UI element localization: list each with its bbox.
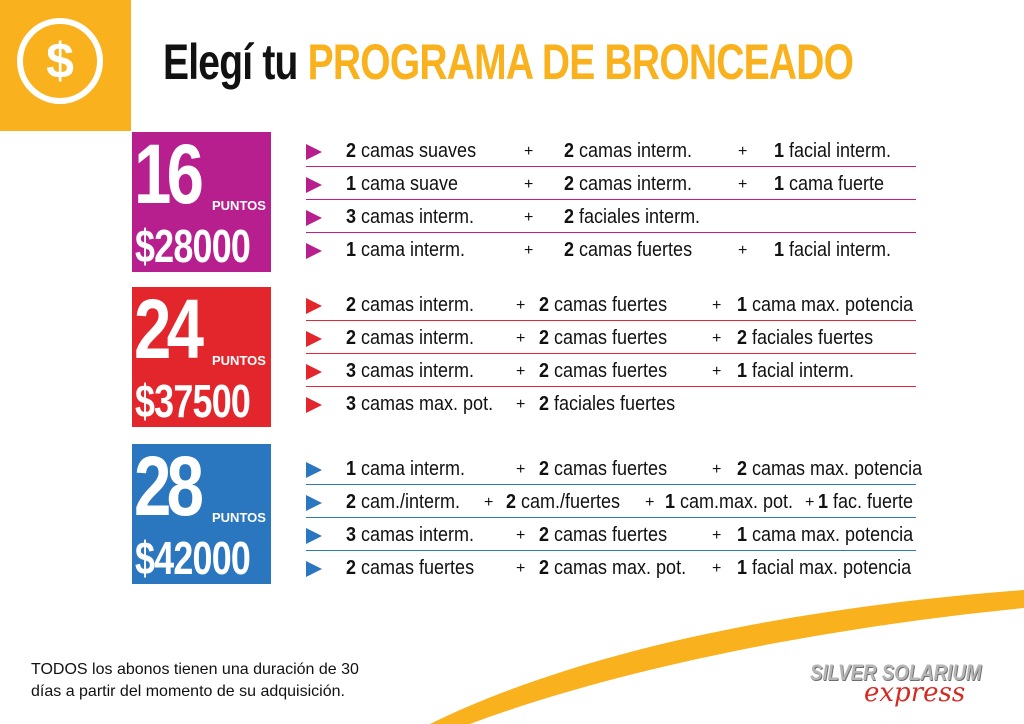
item-label: camas interm. (361, 524, 475, 546)
combination-item (346, 523, 474, 547)
plus-sign: + (524, 209, 534, 226)
play-arrow-icon (306, 243, 322, 259)
plan-price: $42000 (135, 532, 251, 584)
play-arrow-icon (306, 397, 322, 413)
item-label: facial interm. (789, 239, 892, 261)
combination-item (539, 359, 667, 383)
item-label: faciales interm. (579, 206, 701, 228)
plus-sign: + (738, 176, 748, 193)
item-label: camas max. pot. (361, 393, 494, 415)
item-quantity: 2 (539, 524, 550, 546)
combination-item (774, 172, 884, 196)
combination-row (306, 390, 916, 420)
item-label: camas interm. (361, 360, 475, 382)
item-quantity: 1 (346, 173, 357, 195)
item-label: camas max. pot. (554, 557, 687, 579)
item-label: cama suave (361, 173, 459, 195)
item-quantity: 1 (737, 557, 748, 579)
title-prefix: Elegí tu (163, 34, 298, 90)
item-label: fac. fuerte (833, 491, 914, 513)
item-quantity: 2 (346, 140, 357, 162)
item-label: camas max. potencia (752, 458, 923, 480)
combination-item (346, 293, 474, 317)
item-quantity: 2 (539, 393, 550, 415)
item-quantity: 1 (774, 173, 785, 195)
combination-row (306, 455, 923, 485)
plan-points: 16 (134, 127, 200, 221)
combination-item (539, 326, 667, 350)
play-arrow-icon (306, 462, 322, 478)
plus-sign: + (712, 461, 722, 478)
combination-item (346, 326, 474, 350)
item-quantity: 2 (737, 458, 748, 480)
dollar-coin-icon: $ (17, 18, 103, 104)
item-quantity: 2 (506, 491, 517, 513)
validity-note-line1: TODOS los abonos tienen una duración de 30 (31, 661, 359, 678)
item-label: camas fuertes (554, 458, 668, 480)
item-label: cam.max. pot. (680, 491, 794, 513)
plan-points-label: PUNTOS (212, 198, 266, 213)
item-label: facial max. potencia (752, 557, 912, 579)
plus-sign: + (712, 527, 722, 544)
validity-note-line2: días a partir del momento de su adquisición. (31, 683, 345, 700)
item-quantity: 2 (737, 327, 748, 349)
page-title (163, 30, 853, 94)
item-quantity: 1 (818, 491, 829, 513)
combination-row (306, 324, 916, 354)
item-quantity: 1 (774, 140, 785, 162)
play-arrow-icon (306, 528, 322, 544)
item-label: camas suaves (361, 140, 477, 162)
combination-item (564, 205, 700, 229)
combination-item (737, 457, 922, 481)
validity-note (31, 659, 401, 703)
combination-item (564, 139, 692, 163)
item-label: camas fuertes (579, 239, 693, 261)
title-highlight: PROGRAMA DE BRONCEADO (307, 34, 854, 90)
combination-item (818, 490, 913, 514)
play-arrow-icon (306, 331, 322, 347)
plus-sign: + (516, 396, 526, 413)
combination-item (506, 490, 620, 514)
play-arrow-icon (306, 210, 322, 226)
play-arrow-icon (306, 144, 322, 160)
combination-item (737, 326, 873, 350)
item-quantity: 2 (539, 458, 550, 480)
plus-sign: + (712, 363, 722, 380)
plan-points: 24 (134, 282, 200, 376)
item-quantity: 1 (346, 458, 357, 480)
combination-row (306, 236, 916, 266)
combination-item (539, 457, 667, 481)
item-quantity: 2 (346, 491, 357, 513)
item-label: camas fuertes (554, 360, 668, 382)
logo-tagline: express (864, 678, 966, 708)
item-label: camas fuertes (554, 327, 668, 349)
plan-points-label: PUNTOS (212, 353, 266, 368)
item-label: cama interm. (361, 458, 466, 480)
item-label: camas interm. (361, 294, 475, 316)
item-quantity: 1 (737, 360, 748, 382)
combination-item (737, 556, 911, 580)
item-quantity: 1 (774, 239, 785, 261)
combination-item (346, 457, 465, 481)
item-quantity: 3 (346, 206, 357, 228)
combination-row (306, 554, 916, 584)
combination-item (539, 523, 667, 547)
combination-item (774, 139, 891, 163)
item-quantity: 3 (346, 524, 357, 546)
plus-sign: + (516, 461, 526, 478)
combination-item (564, 172, 692, 196)
item-quantity: 2 (539, 557, 550, 579)
item-quantity: 1 (665, 491, 676, 513)
plus-sign: + (516, 527, 526, 544)
item-label: camas interm. (579, 173, 693, 195)
logo-wordmark: SILVER SOLARIUM (810, 660, 982, 685)
combination-row (306, 291, 916, 321)
combination-item (346, 172, 458, 196)
item-label: camas fuertes (361, 557, 475, 579)
item-quantity: 1 (737, 294, 748, 316)
combination-item (346, 490, 460, 514)
item-label: camas interm. (361, 206, 475, 228)
item-quantity: 2 (346, 327, 357, 349)
item-label: facial interm. (752, 360, 855, 382)
combination-item (539, 556, 686, 580)
combination-row (306, 357, 916, 387)
item-quantity: 1 (346, 239, 357, 261)
item-label: faciales fuertes (554, 393, 676, 415)
combination-item (346, 392, 493, 416)
combination-item (346, 205, 474, 229)
item-label: cam./fuertes (521, 491, 621, 513)
item-label: cama max. potencia (752, 294, 914, 316)
header-corner-block (0, 0, 131, 131)
item-label: faciales fuertes (752, 327, 874, 349)
plan-24-badge (132, 282, 271, 427)
item-label: camas interm. (361, 327, 475, 349)
combination-item (737, 359, 854, 383)
combination-item (346, 139, 476, 163)
combination-row (306, 203, 916, 233)
plus-sign: + (805, 494, 815, 511)
plus-sign: + (645, 494, 655, 511)
plan-points-label: PUNTOS (212, 510, 266, 525)
item-quantity: 2 (564, 239, 575, 261)
item-label: facial interm. (789, 140, 892, 162)
item-quantity: 2 (564, 140, 575, 162)
combination-item (539, 293, 667, 317)
silver-solarium-logo (810, 660, 1000, 720)
play-arrow-icon (306, 177, 322, 193)
plan-28-badge (132, 439, 271, 584)
item-quantity: 3 (346, 360, 357, 382)
item-label: camas interm. (579, 140, 693, 162)
item-quantity: 2 (539, 327, 550, 349)
combination-row (306, 521, 916, 551)
item-quantity: 2 (564, 173, 575, 195)
plus-sign: + (738, 242, 748, 259)
combination-item (665, 490, 793, 514)
item-label: cama interm. (361, 239, 466, 261)
plus-sign: + (524, 176, 534, 193)
play-arrow-icon (306, 298, 322, 314)
plus-sign: + (516, 330, 526, 347)
plus-sign: + (712, 297, 722, 314)
plus-sign: + (516, 297, 526, 314)
play-arrow-icon (306, 495, 322, 511)
combination-row (306, 137, 916, 167)
plus-sign: + (516, 560, 526, 577)
item-label: camas fuertes (554, 294, 668, 316)
plan-16-badge (132, 127, 271, 272)
combination-item (737, 523, 913, 547)
combination-row (306, 170, 916, 200)
combination-row (306, 488, 916, 518)
item-label: cama fuerte (789, 173, 885, 195)
play-arrow-icon (306, 364, 322, 380)
combination-item (346, 556, 474, 580)
item-label: cam./interm. (361, 491, 461, 513)
plus-sign: + (738, 143, 748, 160)
plan-points: 28 (134, 439, 200, 533)
plus-sign: + (712, 330, 722, 347)
item-quantity: 2 (539, 360, 550, 382)
item-quantity: 2 (539, 294, 550, 316)
plus-sign: + (484, 494, 494, 511)
item-label: cama max. potencia (752, 524, 914, 546)
item-quantity: 1 (737, 524, 748, 546)
item-quantity: 2 (346, 557, 357, 579)
combination-item (346, 238, 465, 262)
plus-sign: + (712, 560, 722, 577)
plus-sign: + (516, 363, 526, 380)
item-quantity: 2 (346, 294, 357, 316)
combination-item (539, 392, 675, 416)
combination-item (774, 238, 891, 262)
item-label: camas fuertes (554, 524, 668, 546)
combination-item (564, 238, 692, 262)
plus-sign: + (524, 242, 534, 259)
play-arrow-icon (306, 561, 322, 577)
plan-price: $28000 (135, 220, 251, 272)
item-quantity: 3 (346, 393, 357, 415)
plan-price: $37500 (135, 375, 251, 427)
combination-item (346, 359, 474, 383)
item-quantity: 2 (564, 206, 575, 228)
plus-sign: + (524, 143, 534, 160)
combination-item (737, 293, 913, 317)
